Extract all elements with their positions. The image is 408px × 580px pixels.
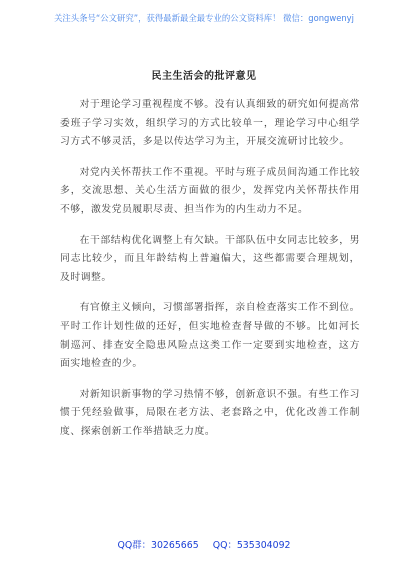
paragraph-innovation: 对新知识新事物的学习热情不够，创新意识不强。有些工作习惯于凭经验做事，局限在老方法、老套路之中，优化改善工作制度、探索创新工作举措缺乏力度。 — [60, 388, 360, 437]
paragraph-party-care: 对党内关怀帮扶工作不重视。平时与班子成员间沟通工作比较多，交流思想、关心生活方面做的很少，发挥党内关怀帮扶作用不够，激发党员履职尽责、担当作为的内生动力不足。 — [60, 166, 360, 215]
document-title: 民主生活会的批评意见 — [151, 71, 257, 82]
header-banner: 关注头条号“公文研究”，获得最新最全最专业的公文资料库！ 微信：gongwenyj — [54, 13, 354, 23]
paragraph-theory-study: 对于理论学习重视程度不够。没有认真细致的研究如何提高常委班子学习实效，组织学习的方式比较单一，理论学习中心组学习方式不够灵活，多是以传达学习为主，开展交流研讨比较少。 — [60, 99, 360, 148]
paragraph-bureaucratism: 有官僚主义倾向，习惯部署指挥，亲自检查落实工作不到位。平时工作计划性做的还好，但实地检查督导做的不够。比如河长制巡河、排查安全隐患风险点这类工作一定要到实地检查，这方面实地检查的少。 — [60, 302, 360, 370]
footer-contact — [0, 537, 408, 551]
paragraph-cadre-structure: 在干部结构优化调整上有欠缺。干部队伍中女同志比较多，男同志比较少，而且年龄结构上普遍偏大，这些都需要合理规划，及时调整。 — [60, 234, 360, 283]
document-body — [60, 96, 360, 454]
footer-qq: QQ：535304092 — [212, 540, 291, 551]
footer-qq-group: QQ群：30265665 — [117, 540, 199, 551]
